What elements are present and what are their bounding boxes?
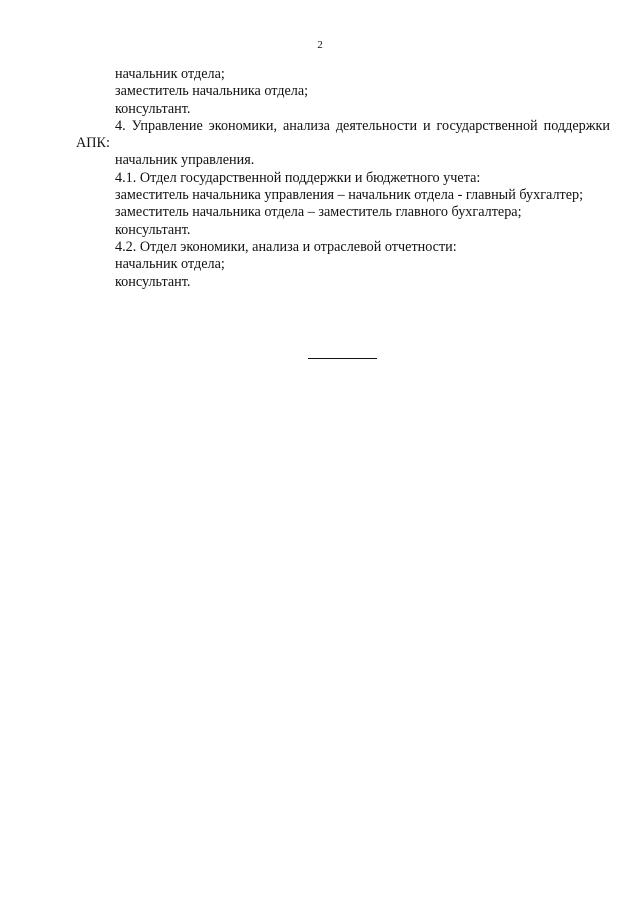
end-separator-line [308,358,377,359]
document-body [76,66,610,291]
page-number: 2 [317,39,323,51]
position-deputy-chief-accountant: заместитель начальника отдела – заместитель главного бухгалтера; [115,204,522,221]
position-head-of-department-4-2: начальник отдела; [115,256,225,273]
position-consultant: консультант. [115,100,191,117]
position-consultant-4-1: консультант. [115,221,191,238]
position-consultant-4-2: консультант. [115,273,191,290]
position-deputy-head-chief-accountant: заместитель начальника управления – начальник отдела - главный бухгалтер; [115,187,584,204]
section-4-heading: 4. Управление экономики, анализа деятельности и государственной поддержки АПК: [76,117,610,152]
position-head-of-administration: начальник управления. [115,152,255,169]
section-4-2-heading: 4.2. Отдел экономики, анализа и отраслевой отчетности: [115,238,457,255]
position-deputy-head-of-department: заместитель начальника отдела; [115,83,309,100]
section-4-1-heading: 4.1. Отдел государственной поддержки и бюджетного учета: [115,169,481,186]
position-head-of-department: начальник отдела; [115,66,225,82]
